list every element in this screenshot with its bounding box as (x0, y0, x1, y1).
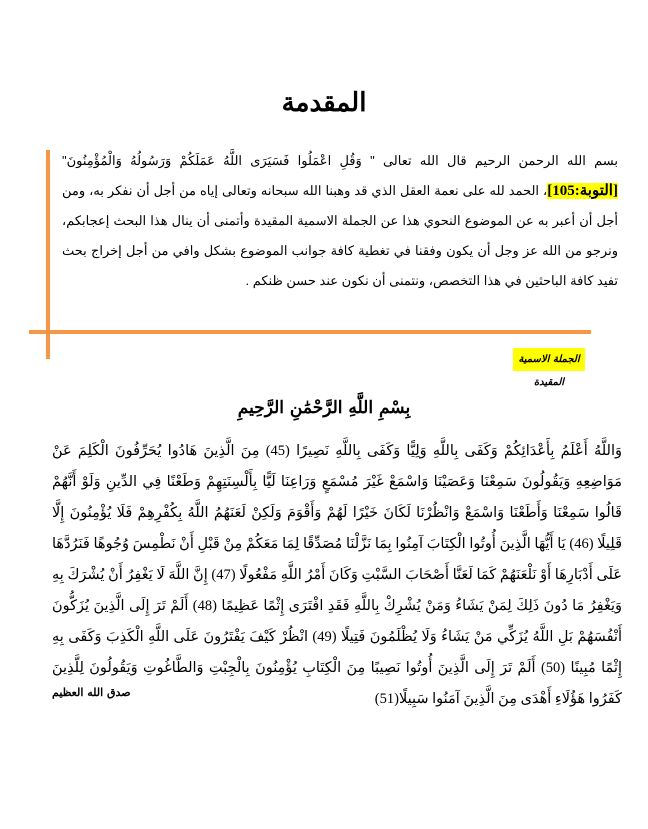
page-title: المقدمة (281, 88, 367, 118)
quran-verses-block (52, 436, 622, 715)
quran-citation-highlight: [التوبة:105] (547, 183, 618, 199)
verses-text: وَاللَّهُ أَعْلَمُ بِأَعْدَائِكُمْ وَكَفَى بِاللَّهِ وَلِيًّا وَكَفَى بِاللَّهِ نَصِيرًا (45) مِنَ الَّذِينَ هَادُوا يُحَرِّفُونَ الْكَلِمَ عَنْ مَوَاضِعِهِ وَيَقُولُونَ سَمِعْنَا وَعَصَيْنَا وَاسْمَعْ غَيْرَ مُسْمَعٍ وَرَاعِنَا لَيًّا بِأَلْسِنَتِهِمْ وَطَعْنًا فِي الدِّينِ وَلَوْ أَنَّهُمْ قَالُوا سَمِعْنَا وَأَطَعْنَا وَاسْمَعْ وَانْظُرْنَا لَكَانَ خَيْرًا لَهُمْ وَأَقْوَمَ وَلَكِنْ لَعَنَهُمُ اللَّهُ بِكُفْرِهِمْ فَلَا يُؤْمِنُونَ إِلَّا قَلِيلًا (46) يَا أَيُّهَا الَّذِينَ أُوتُوا الْكِتَابَ آمِنُوا بِمَا نَزَّلْنَا مُصَدِّقًا لِمَا مَعَكُمْ مِنْ قَبْلِ أَنْ نَطْمِسَ وُجُوهًا فَنَرُدَّهَا عَلَى أَدْبَارِهَا أَوْ نَلْعَنَهُمْ كَمَا لَعَنَّا أَصْحَابَ السَّبْتِ وَكَانَ أَمْرُ اللَّهِ مَفْعُولًا (47) إِنَّ اللَّهَ لَا يَغْفِرُ أَنْ يُشْرَكَ بِهِ وَيَغْفِرُ مَا دُونَ ذَلِكَ لِمَنْ يَشَاءُ وَمَنْ يُشْرِكْ بِاللَّهِ فَقَدِ افْتَرَى إِثْمًا عَظِيمًا (48) أَلَمْ تَرَ إِلَى الَّذِينَ يُزَكُّونَ أَنْفُسَهُمْ بَلِ اللَّهُ يُزَكِّي مَنْ يَشَاءُ وَلَا يُظْلَمُونَ فَتِيلًا (49) انْظُرْ كَيْفَ يَفْتَرُونَ عَلَى اللَّهِ الْكَذِبَ وَكَفَى بِهِ إِثْمًا مُبِينًا (50) أَلَمْ تَرَ إِلَى الَّذِينَ أُوتُوا نَصِيبًا مِنَ الْكِتَابِ يُؤْمِنُونَ بِالْجِبْتِ وَالطَّاغُوتِ وَيَقُولُونَ لِلَّذِينَ كَفَرُوا هَؤُلَاءِ أَهْدَى مِنَ الَّذِينَ آمَنُوا سَبِيلًا(51) (52, 443, 622, 707)
section-subheading: الجملة الاسمية المقيدة (513, 348, 585, 371)
intro-comma: ، (543, 183, 548, 198)
intro-lead: بسم الله الرحمن الرحيم قال الله تعالى " وَقُلِ اعْمَلُوا فَسَيَرَى اللَّهُ عَمَلَكُمْ وَرَسُولُهُ وَالْمُؤْمِنُونَ" (62, 153, 618, 168)
decorative-vertical-line (46, 150, 50, 359)
introduction-paragraph (62, 146, 618, 296)
intro-body: الحمد لله على نعمة العقل الذي قد وهبنا الله سبحانه وتعالى إياه من أجل أن نفكر به، ومن أجل أن أعبر به عن الموضوع النحوي هذا عن الجملة الاسمية المقيدة وأتمنى أن ينال هذا البحث إعجابكم، ونرجو من الله عز وجل أن يكون وفقنا في تغطية كافة جوانب الموضوع بشكل وافي من أجل إخراج بحث تفيد كافة الباحثين في هذا التخصص، ونتمنى أن نكون عند حسن ظنكم . (62, 183, 618, 288)
decorative-horizontal-line (29, 330, 591, 334)
closing-phrase: صدق الله العظيم (52, 686, 131, 699)
basmala-calligraphy: بِسْمِ اللَّهِ الرَّحْمَٰنِ الرَّحِيمِ (237, 398, 411, 418)
